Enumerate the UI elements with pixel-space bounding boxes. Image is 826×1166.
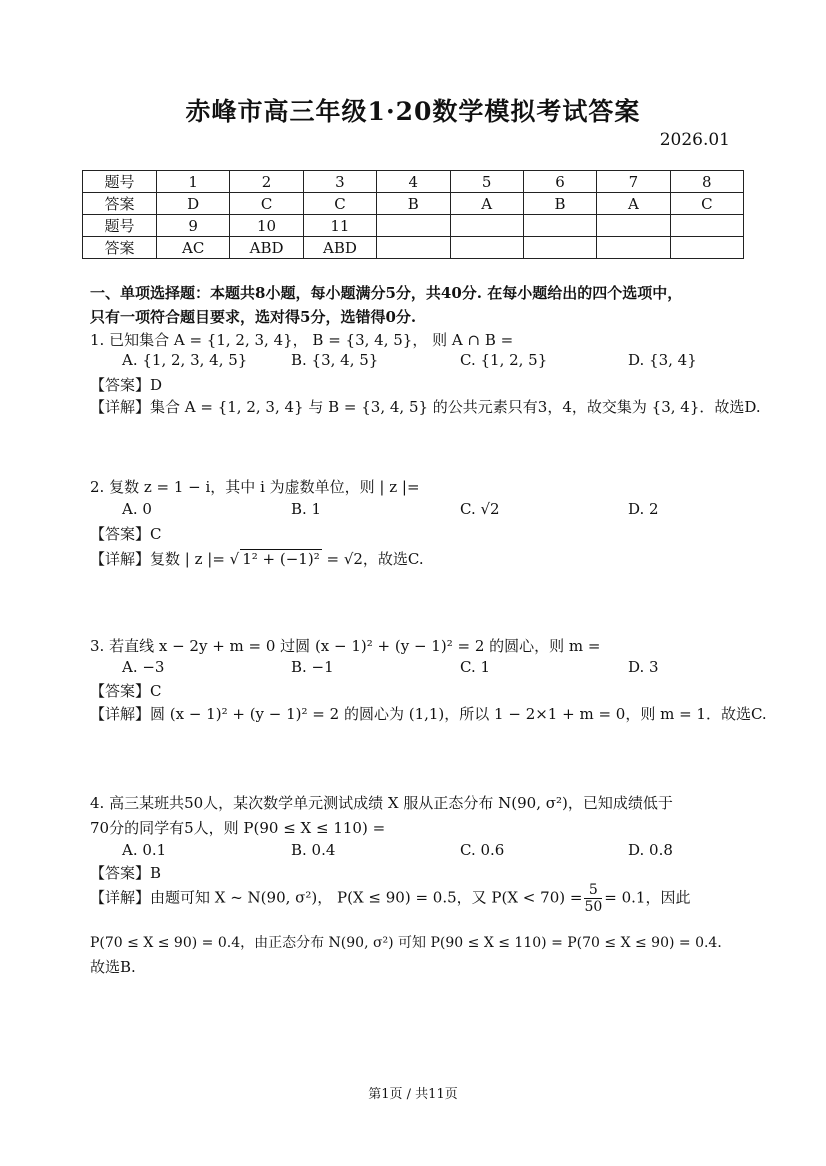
section-instructions-line2: 只有一项符合题目要求，选对得5分，选错得0分. bbox=[90, 308, 417, 326]
table-cell bbox=[523, 237, 596, 259]
question-1-option-c: C. {1, 2, 5} bbox=[460, 351, 548, 369]
table-cell bbox=[523, 215, 596, 237]
table-cell: 3 bbox=[303, 171, 376, 193]
question-1-option-d: D. {3, 4} bbox=[628, 351, 697, 369]
table-cell: 6 bbox=[523, 171, 596, 193]
table-row bbox=[83, 171, 744, 193]
question-4-option-d: D. 0.8 bbox=[628, 841, 673, 859]
table-cell: A bbox=[450, 193, 523, 215]
table-cell bbox=[377, 215, 450, 237]
table-cell bbox=[597, 215, 670, 237]
table-cell bbox=[450, 237, 523, 259]
table-cell bbox=[377, 237, 450, 259]
question-2-option-c: C. √2 bbox=[460, 500, 500, 518]
question-4-option-c: C. 0.6 bbox=[460, 841, 505, 859]
table-cell: 2 bbox=[230, 171, 303, 193]
section-instructions-line1: 一、单项选择题：本题共8小题，每小题满分5分，共40分. 在每小题给出的四个选项中， bbox=[90, 284, 683, 302]
fraction-denominator: 50 bbox=[584, 899, 603, 915]
answer-table bbox=[82, 170, 744, 259]
table-row-header: 题号 bbox=[83, 171, 157, 193]
table-cell: ABD bbox=[303, 237, 376, 259]
question-3-stem: 3. 若直线 x − 2y + m = 0 过圆 (x − 1)² + (y − 1)² = 2 的圆心，则 m = bbox=[90, 637, 601, 655]
question-4-stem-line1: 4. 高三某班共50人，某次数学单元测试成绩 X 服从正态分布 N(90, σ²)，已知成绩低于 bbox=[90, 794, 673, 812]
table-cell: 11 bbox=[303, 215, 376, 237]
table-cell bbox=[670, 215, 743, 237]
question-1-answer: 【答案】D bbox=[90, 376, 163, 394]
table-row bbox=[83, 193, 744, 215]
table-cell: AC bbox=[157, 237, 230, 259]
question-4-option-b: B. 0.4 bbox=[291, 841, 336, 859]
table-cell: C bbox=[303, 193, 376, 215]
table-cell: 8 bbox=[670, 171, 743, 193]
table-cell: 10 bbox=[230, 215, 303, 237]
question-2-answer: 【答案】C bbox=[90, 525, 162, 543]
table-cell: B bbox=[523, 193, 596, 215]
question-2-detail-radicand: 1² + (−1)² bbox=[242, 550, 320, 568]
question-2-option-a: A. 0 bbox=[122, 500, 152, 518]
question-4-stem-line2: 70分的同学有5人，则 P(90 ≤ X ≤ 110) = bbox=[90, 819, 386, 837]
question-2-detail: 【详解】复数 | z |= √ 1² + (−1)² = √2，故选C. bbox=[90, 550, 424, 568]
question-3-detail: 【详解】圆 (x − 1)² + (y − 1)² = 2 的圆心为 (1,1)，所以 1 − 2×1 + m = 0，则 m = 1．故选C. bbox=[90, 705, 767, 723]
question-1-stem: 1. 已知集合 A = {1, 2, 3, 4}， B = {3, 4, 5}， 则 A ∩ B = bbox=[90, 331, 514, 349]
question-3-option-a: A. −3 bbox=[122, 658, 165, 676]
table-cell bbox=[450, 215, 523, 237]
page-footer: 第1页 / 共11页 bbox=[368, 1087, 458, 1102]
table-cell: C bbox=[230, 193, 303, 215]
question-3-option-c: C. 1 bbox=[460, 658, 491, 676]
question-2-option-b: B. 1 bbox=[291, 500, 322, 518]
table-cell bbox=[597, 237, 670, 259]
table-row-header: 答案 bbox=[83, 237, 157, 259]
table-row bbox=[83, 237, 744, 259]
question-1-option-b: B. {3, 4, 5} bbox=[291, 351, 379, 369]
question-3-answer: 【答案】C bbox=[90, 682, 162, 700]
question-2-detail-pre: 【详解】复数 | z |= bbox=[90, 550, 230, 568]
question-4-detail-line2: P(70 ≤ X ≤ 90) = 0.4，由正态分布 N(90, σ²) 可知 P(90 ≤ X ≤ 110) = P(70 ≤ X ≤ 90) = 0.4． bbox=[90, 935, 732, 951]
table-cell: B bbox=[377, 193, 450, 215]
table-cell: D bbox=[157, 193, 230, 215]
question-4-option-a: A. 0.1 bbox=[122, 841, 167, 859]
question-4-detail-line1-pre: 【详解】由题可知 X ~ N(90, σ²)， P(X ≤ 90) = 0.5，又 P(X < 70) = bbox=[90, 888, 583, 907]
question-1-detail: 【详解】集合 A = {1, 2, 3, 4} 与 B = {3, 4, 5} 的公共元素只有3，4，故交集为 {3, 4}．故选D. bbox=[90, 398, 761, 416]
question-4-detail-line3: 故选B. bbox=[90, 958, 136, 976]
table-row bbox=[83, 215, 744, 237]
question-1-option-a: A. {1, 2, 3, 4, 5} bbox=[122, 351, 248, 369]
table-cell: 1 bbox=[157, 171, 230, 193]
table-cell: ABD bbox=[230, 237, 303, 259]
exam-date: 2026.01 bbox=[659, 130, 730, 150]
fraction-numerator: 5 bbox=[584, 882, 602, 899]
table-cell: 9 bbox=[157, 215, 230, 237]
table-cell: C bbox=[670, 193, 743, 215]
table-cell: 5 bbox=[450, 171, 523, 193]
question-2-stem: 2. 复数 z = 1 − i，其中 i 为虚数单位，则 | z |= bbox=[90, 478, 420, 496]
question-3-option-d: D. 3 bbox=[628, 658, 659, 676]
question-4-answer: 【答案】B bbox=[90, 864, 162, 882]
table-cell: 7 bbox=[597, 171, 670, 193]
question-4-detail-line1-post: = 0.1，因此 bbox=[604, 888, 691, 907]
question-2-detail-post: = √2，故选C. bbox=[321, 550, 424, 568]
table-row-header: 答案 bbox=[83, 193, 157, 215]
table-row-header: 题号 bbox=[83, 215, 157, 237]
question-2-option-d: D. 2 bbox=[628, 500, 659, 518]
page-title: 赤峰市高三年级1·20数学模拟考试答案 bbox=[185, 97, 641, 126]
table-cell: A bbox=[597, 193, 670, 215]
question-4-detail-line1 bbox=[90, 882, 690, 915]
table-cell: 4 bbox=[377, 171, 450, 193]
table-cell bbox=[670, 237, 743, 259]
fraction bbox=[584, 882, 602, 915]
question-3-option-b: B. −1 bbox=[291, 658, 334, 676]
